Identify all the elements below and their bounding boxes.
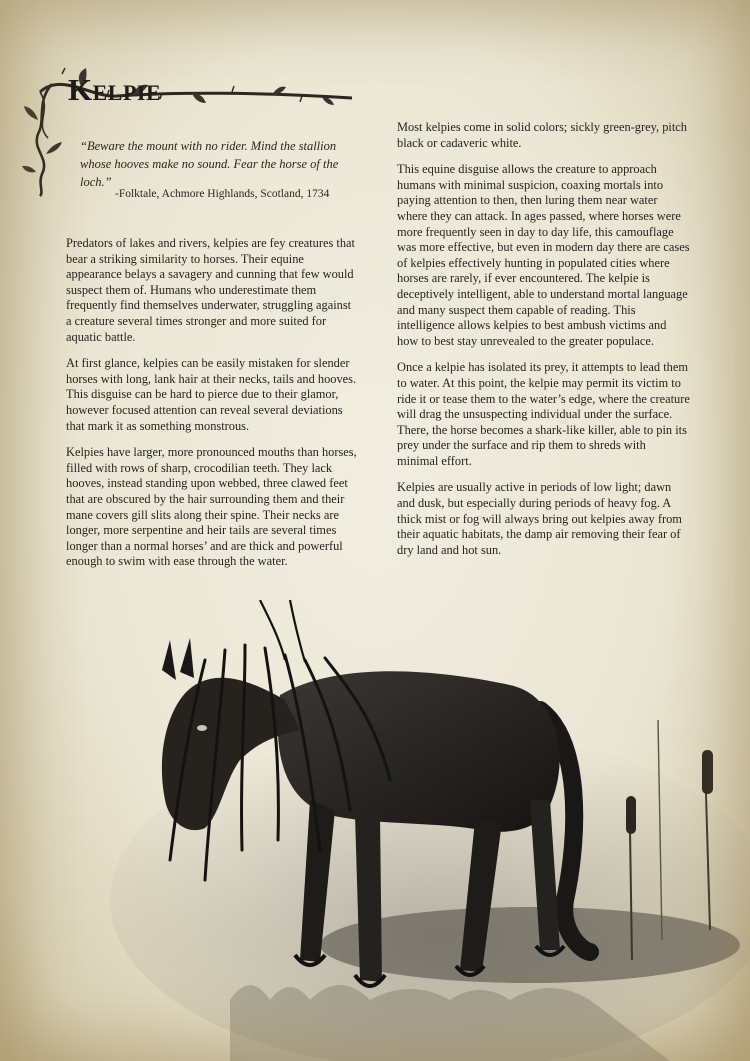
paragraph: Kelpies are usually active in periods of low light; dawn and dusk, but especially during periods of heavy fog. A thick mist or fog will always bring out kelpies away from their aquatic habitats, the damp air removing their fear of dry land and hot sun.	[397, 480, 682, 557]
paragraph: At first glance, kelpies can be easily mistaken for slender horses with long, lank hair at their necks, tails and hooves. This disguise can be hard to pierce due to their glamor, however focused attention can reveal several deviations that mark it as something monstrous.	[66, 356, 357, 433]
epigraph-quote: “Beware the mount with no rider. Mind the stallion whose hooves make no sound. Fear the horse of the loch.”	[80, 139, 339, 189]
kelpie-horse-illustration	[110, 600, 750, 1061]
paragraph: Predators of lakes and rivers, kelpies are fey creatures that bear a striking similarity to horses. Their equine appearance belays a savagery and cunning that few would suspect them of. Humans who underestimate them frequently find themselves underwater, struggling against a creature several times stronger and more suited for aquatic battle.	[66, 236, 355, 344]
right-column	[397, 120, 690, 569]
paragraph: Most kelpies come in solid colors; sickly green-grey, pitch black or cadaveric white.	[397, 120, 687, 150]
epigraph-source: -Folktale, Achmore Highlands, Scotland, 1734	[115, 188, 330, 200]
left-column	[66, 236, 358, 581]
paragraph: Kelpies have larger, more pronounced mouths than horses, filled with rows of sharp, crocodilian teeth. They lack hooves, instead standing upon webbed, three clawed feet that are obscured by the hair surrounding them and their mane covers gill slits along their spine. Their necks are longer, more serpentine and heir tails are several times longer than a normal horses’ and are thick and powerful enough to swim with ease through the water.	[66, 445, 357, 569]
paragraph: This equine disguise allows the creature to approach humans with minimal suspicion, coaxing mortals into paying attention to then, then luring them near water where they can attack. In ages passed, where horses were more frequently seen in day to day life, this camouflage was more effective, but even in modern day there are cases of kelpies effectively hunting in populated cities where horses are rarely, if ever encountered. The kelpie is deceptively intelligent, able to understand mortal language and many suspect them capable of reading. This intelligence allows kelpies to best ambush victims and how to best stay unrevealed to the greater populace.	[397, 162, 690, 348]
paragraph: Once a kelpie has isolated its prey, it attempts to lead them to water. At this point, the kelpie may permit its victim to ride it or tease them to the water’s edge, where the creature will drag the unsuspecting individual under the surface. There, the horse becomes a shark-like killer, able to pin its prey under the surface and rip them to shreds with minimal effort.	[397, 360, 690, 468]
page-title: Kelpie	[68, 72, 162, 107]
